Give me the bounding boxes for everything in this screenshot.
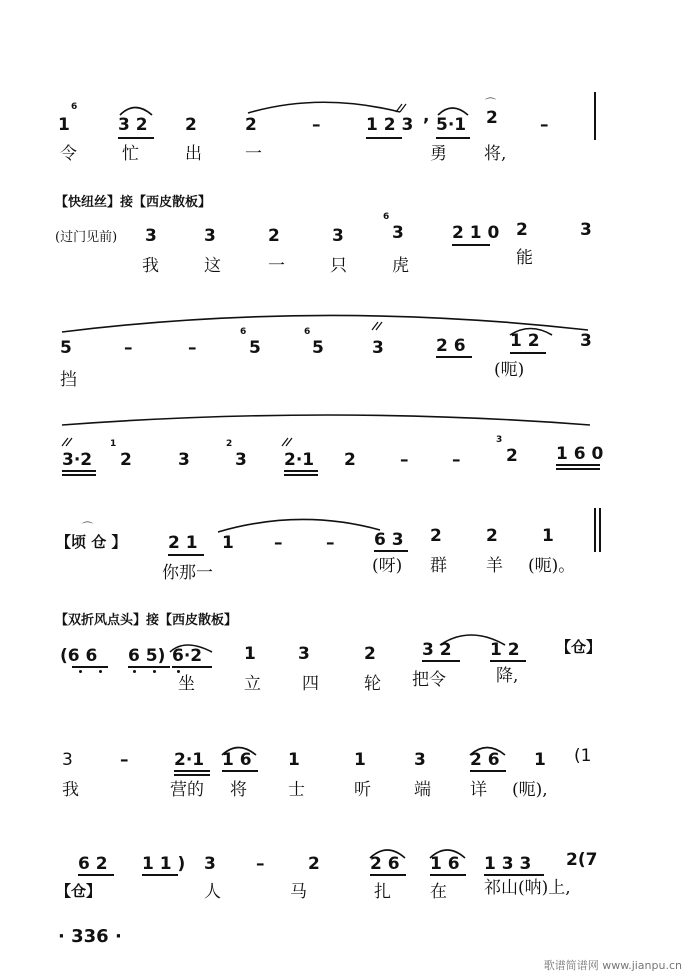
underline [284, 474, 318, 476]
note: 5 [312, 338, 324, 358]
underline [72, 666, 108, 668]
lyric: 出 [185, 144, 202, 164]
note: – [400, 450, 409, 470]
grace-note: 6 [383, 212, 390, 222]
note: 2(7 [566, 850, 598, 870]
note: 1 [222, 533, 234, 553]
note: 3 [414, 750, 426, 770]
underline [284, 470, 318, 472]
low-octave-dot [177, 670, 180, 673]
note: 1 [542, 526, 554, 546]
note: 1 [534, 750, 546, 770]
slur [218, 519, 380, 532]
note: – [124, 338, 133, 358]
lyric: 勇 [430, 144, 447, 164]
note: 5 [249, 338, 261, 358]
slur [62, 315, 588, 332]
slash-mark [372, 322, 382, 330]
note: 2 1 0 [452, 223, 500, 243]
note: 3 [235, 450, 247, 470]
note: 2 [486, 108, 498, 128]
note: 3 [298, 644, 310, 664]
lyric: 能 [516, 248, 533, 268]
lyric: 端 [414, 780, 431, 800]
note: – [540, 115, 549, 135]
slash-mark [282, 438, 292, 446]
watermark: 歌谱简谱网 www.jianpu.cn [543, 959, 682, 972]
note: 6 5) [128, 646, 166, 666]
note: 2·1 [174, 750, 205, 770]
lyric: 把令 [412, 670, 446, 690]
note: 1 6 [222, 750, 252, 770]
lyric: 只 [330, 256, 347, 276]
underline [174, 774, 210, 776]
underline [452, 244, 490, 246]
note: 6 3 [374, 530, 404, 550]
underline [366, 137, 402, 139]
note: 1 6 0 [556, 444, 604, 464]
slash-mark [396, 104, 406, 112]
underline [436, 137, 470, 139]
interlude-note: (过门见前) [55, 230, 118, 245]
note: 2 [308, 854, 320, 874]
lyric: 将, [484, 144, 507, 164]
underline [62, 474, 96, 476]
grace-note: 6 [304, 327, 311, 337]
percussion-bracket: 【顷 仓 】 [56, 533, 127, 551]
underline [168, 554, 204, 556]
note: 3 [62, 750, 73, 770]
note: 6·2 [172, 646, 203, 666]
note: 3 [204, 854, 216, 874]
lyric: (呀) [372, 556, 403, 576]
note: 2 1 [168, 533, 198, 553]
lyric: 营的 [170, 780, 204, 800]
note: 1 [244, 644, 256, 664]
slur [438, 108, 468, 115]
note: 2 [486, 526, 498, 546]
lyric: (呃)。 [528, 556, 576, 576]
note: 2 6 [470, 750, 500, 770]
lyric: 令 [60, 144, 77, 164]
underline [374, 550, 408, 552]
page-number: · 336 · [58, 926, 122, 947]
note: 2 [245, 115, 257, 135]
lyric: 坐 [178, 674, 195, 694]
underline [430, 874, 466, 876]
note: 3 [372, 338, 384, 358]
note: 1 2 3 [366, 115, 414, 135]
barline [594, 508, 596, 552]
note: 2 [344, 450, 356, 470]
note: 3 [580, 331, 592, 351]
note: 1 3 3 [484, 854, 532, 874]
lyric: 我 [62, 780, 79, 800]
note: 3 [332, 226, 344, 246]
lyric: 祁山(呐)上, [484, 878, 571, 898]
note: 3 [392, 223, 404, 243]
percussion-bracket: 【仓】 [56, 882, 102, 900]
grace-note: 6 [240, 327, 247, 337]
underline [436, 356, 472, 358]
underline [78, 874, 114, 876]
underline [222, 770, 258, 772]
underline [470, 770, 506, 772]
slur [248, 102, 400, 113]
note: 1 [288, 750, 300, 770]
lyric: 在 [430, 882, 447, 902]
lyric: 虎 [392, 256, 409, 276]
grace-note: 6 [71, 102, 78, 112]
note: 6 2 [78, 854, 108, 874]
lyric: 挡 [60, 370, 77, 390]
underline [142, 874, 178, 876]
section-header: 【快纽丝】接【西皮散板】 [55, 195, 212, 210]
note: 5 [60, 338, 72, 358]
lyric: 羊 [486, 556, 503, 576]
note: 1 [58, 115, 70, 135]
note: – [256, 854, 265, 874]
note: 3 2 [422, 640, 452, 660]
lyric: 你那一 [162, 563, 213, 583]
note: 2 [430, 526, 442, 546]
note: 1 2 [510, 331, 540, 351]
underline [62, 470, 96, 472]
note: 3 [580, 220, 592, 240]
low-octave-dot [99, 670, 102, 673]
note: 2 6 [436, 336, 466, 356]
note: 3 [204, 226, 216, 246]
lyric: (呃), [512, 780, 548, 800]
note: 2 [120, 450, 132, 470]
underline [490, 660, 526, 662]
lyric: 这 [204, 256, 221, 276]
grace-note: 1 [110, 439, 117, 449]
note: 3·2 [62, 450, 93, 470]
note: 3 [145, 226, 157, 246]
lyric: 群 [430, 556, 447, 576]
note: 2 [516, 220, 528, 240]
note: 1 [354, 750, 366, 770]
note: – [312, 115, 321, 135]
underline [174, 770, 210, 772]
low-octave-dot [79, 670, 82, 673]
underline [510, 352, 546, 354]
lyric: 一 [268, 256, 285, 276]
note: (6 6 [60, 646, 98, 666]
note: 5·1 [436, 115, 467, 135]
lyric: 扎 [374, 882, 391, 902]
lyric: 人 [204, 882, 221, 902]
note: 3 [178, 450, 190, 470]
lyric: (呃) [494, 360, 525, 380]
note: – [188, 338, 197, 358]
underline [118, 137, 154, 139]
fermata-icon: ⌒ [82, 521, 93, 534]
note: 1 6 [430, 854, 460, 874]
section-header: 【双折风点头】接【西皮散板】 [55, 613, 238, 628]
note: 2 [268, 226, 280, 246]
barline [594, 92, 596, 140]
underline [128, 666, 170, 668]
low-octave-dot [133, 670, 136, 673]
low-octave-dot [153, 670, 156, 673]
underline [484, 874, 544, 876]
lyric: 将 [230, 780, 247, 800]
percussion-bracket: 【仓】 [556, 638, 602, 656]
note: 2 [185, 115, 197, 135]
note: – [452, 450, 461, 470]
underline [172, 666, 212, 668]
fermata-icon: ⌒ [485, 97, 496, 110]
note: 2 [364, 644, 376, 664]
lyric: 轮 [364, 674, 381, 694]
underline [556, 464, 600, 466]
barline [599, 508, 601, 552]
lyric: 马 [290, 882, 307, 902]
slash-mark [62, 438, 72, 446]
lyric: 我 [142, 256, 159, 276]
underline [556, 468, 600, 470]
note: 1 1 ) [142, 854, 186, 874]
lyric: 一 [245, 144, 262, 164]
lyric: 士 [288, 780, 305, 800]
lyric: 降, [496, 666, 519, 686]
slur [120, 108, 152, 116]
note: – [120, 750, 129, 770]
underline [370, 874, 406, 876]
note: – [274, 533, 283, 553]
lyric: 立 [244, 674, 261, 694]
grace-note: 2 [226, 439, 233, 449]
note: (1 [574, 746, 592, 766]
lyric: 详 [470, 780, 487, 800]
slur [62, 415, 590, 425]
note: 2 6 [370, 854, 400, 874]
note: 2·1 [284, 450, 315, 470]
grace-note: 3 [496, 435, 503, 445]
note: 1 2 [490, 640, 520, 660]
note: 3 2 [118, 115, 148, 135]
note: 2 [506, 446, 518, 466]
lyric: 听 [354, 780, 371, 800]
underline [422, 660, 460, 662]
note: – [326, 533, 335, 553]
lyric: 四 [302, 674, 319, 694]
lyric: 忙 [122, 144, 139, 164]
breath-mark: , [423, 106, 430, 126]
